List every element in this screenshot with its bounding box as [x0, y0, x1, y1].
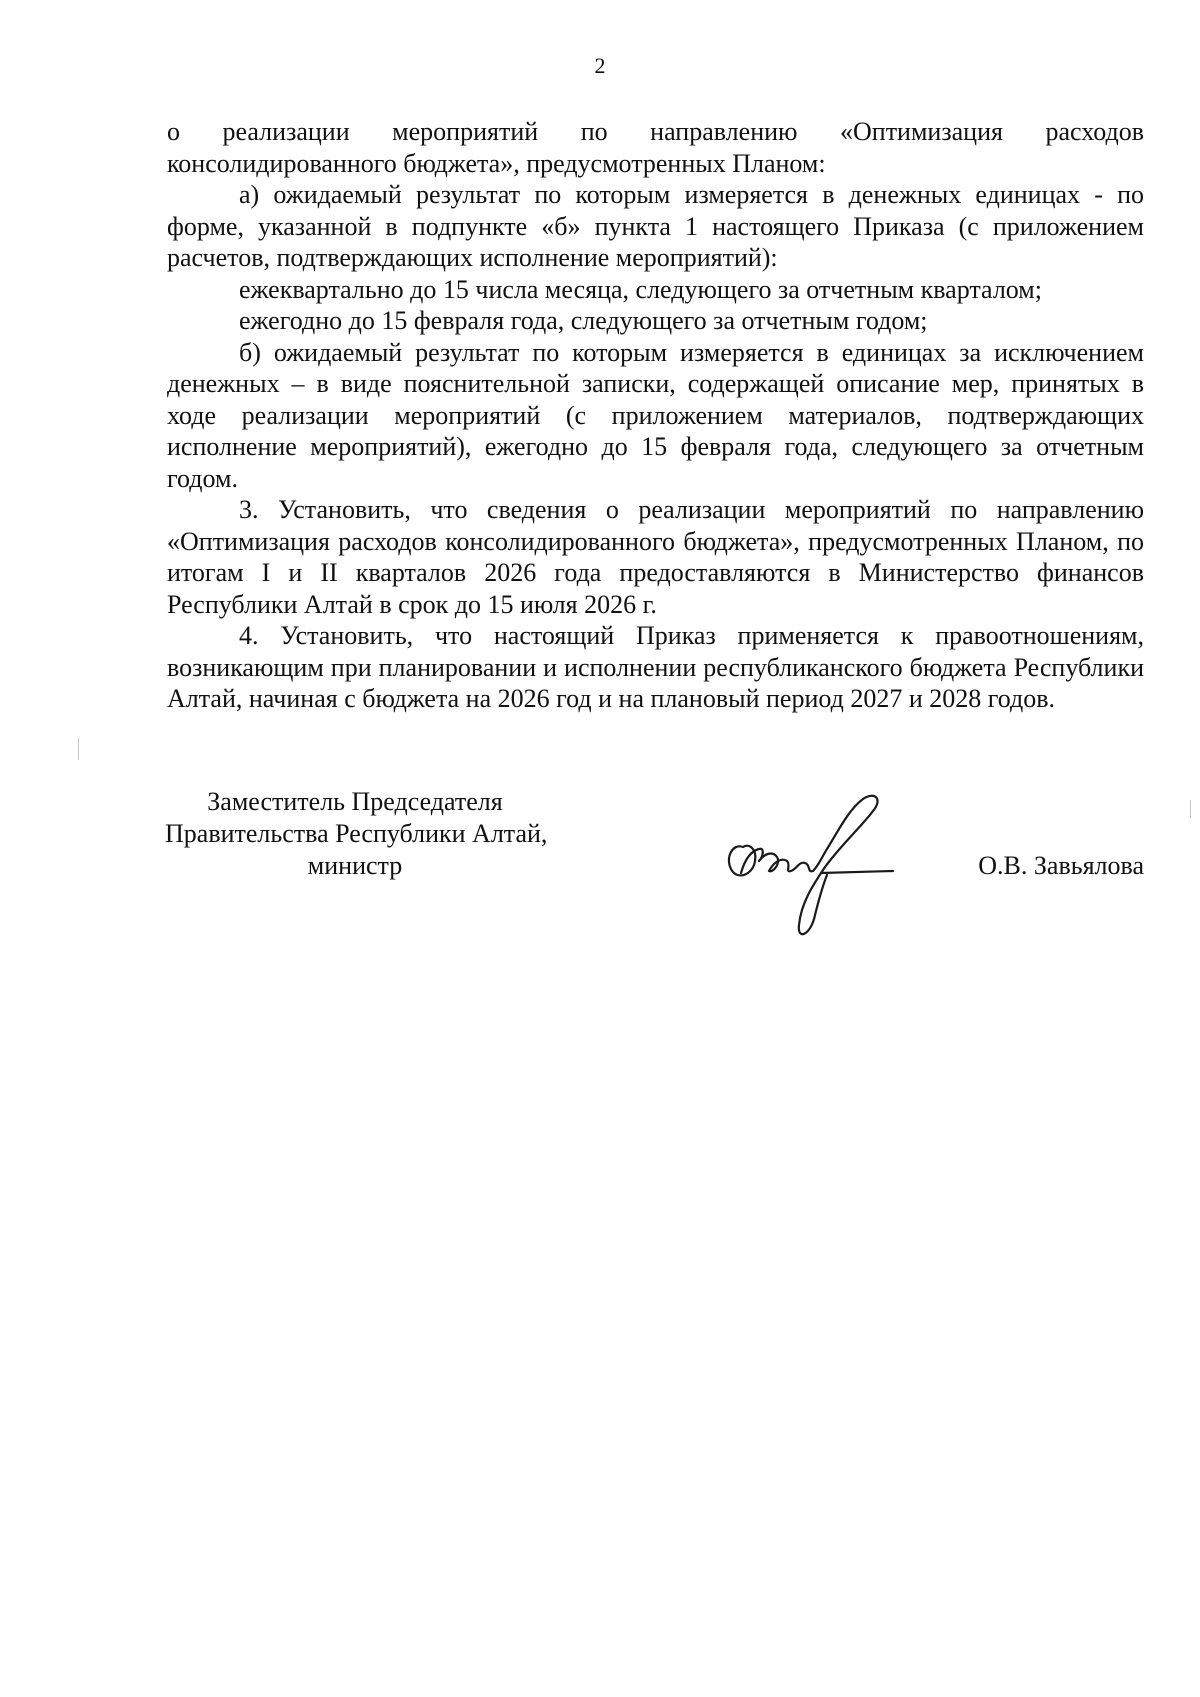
scan-artifact-left	[78, 738, 79, 760]
paragraph-intro-line: о реализации мероприятий по направлению «Оптимизация расходов	[167, 117, 1144, 146]
signer-title	[165, 786, 548, 882]
signer-name: О.В. Завьялова	[978, 851, 1144, 880]
paragraph-point-3: 3. Установить, что сведения о реализации мероприятий по направлению «Оптимизация расходов консолидированного бюджета», предусмотренных Планом, по итогам I и II кварталов 2026 года предоставляются в Министерство финансов Республики Алтай в срок до 15 июля 2026 г.	[167, 495, 1144, 619]
signer-title-line-3: министр	[307, 851, 403, 880]
handwritten-signature	[715, 785, 925, 945]
scan-artifact-right	[1190, 800, 1191, 818]
paragraph-point-4: 4. Установить, что настоящий Приказ применяется к правоотношениям, возникающим при планировании и исполнении республиканского бюджета Республики Алтай, начиная с бюджета на 2026 год и на плановый период 2027 и 2028 годов.	[167, 621, 1144, 713]
document-body	[167, 116, 1144, 715]
signer-title-line-2: Правительства Республики Алтай,	[165, 819, 548, 848]
signer-title-line-1: Заместитель Председателя	[207, 787, 503, 816]
paragraph-annual-deadline: ежегодно до 15 февраля года, следующего за отчетным годом;	[239, 306, 928, 335]
paragraph-quarterly-deadline: ежеквартально до 15 числа месяца, следующего за отчетным кварталом;	[239, 274, 1042, 304]
paragraph-intro-continuation: консолидированного бюджета», предусмотренных Планом:	[167, 148, 826, 178]
page-number: 2	[594, 53, 606, 78]
paragraph-item-a: а) ожидаемый результат по которым измеряется в денежных единицах - по форме, указанной в подпункте «б» пункта 1 настоящего Приказа (с приложением расчетов, подтверждающих исполнение мероприятий):	[167, 180, 1144, 272]
paragraph-item-b: б) ожидаемый результат по которым измеряется в единицах за исключением денежных – в виде пояснительной записки, содержащей описание мер, принятых в ходе реализации мероприятий (с приложением материалов, подтверждающих исполнение мероприятий), ежегодно до 15 февраля года, следующего за отчетным годом.	[167, 337, 1144, 493]
